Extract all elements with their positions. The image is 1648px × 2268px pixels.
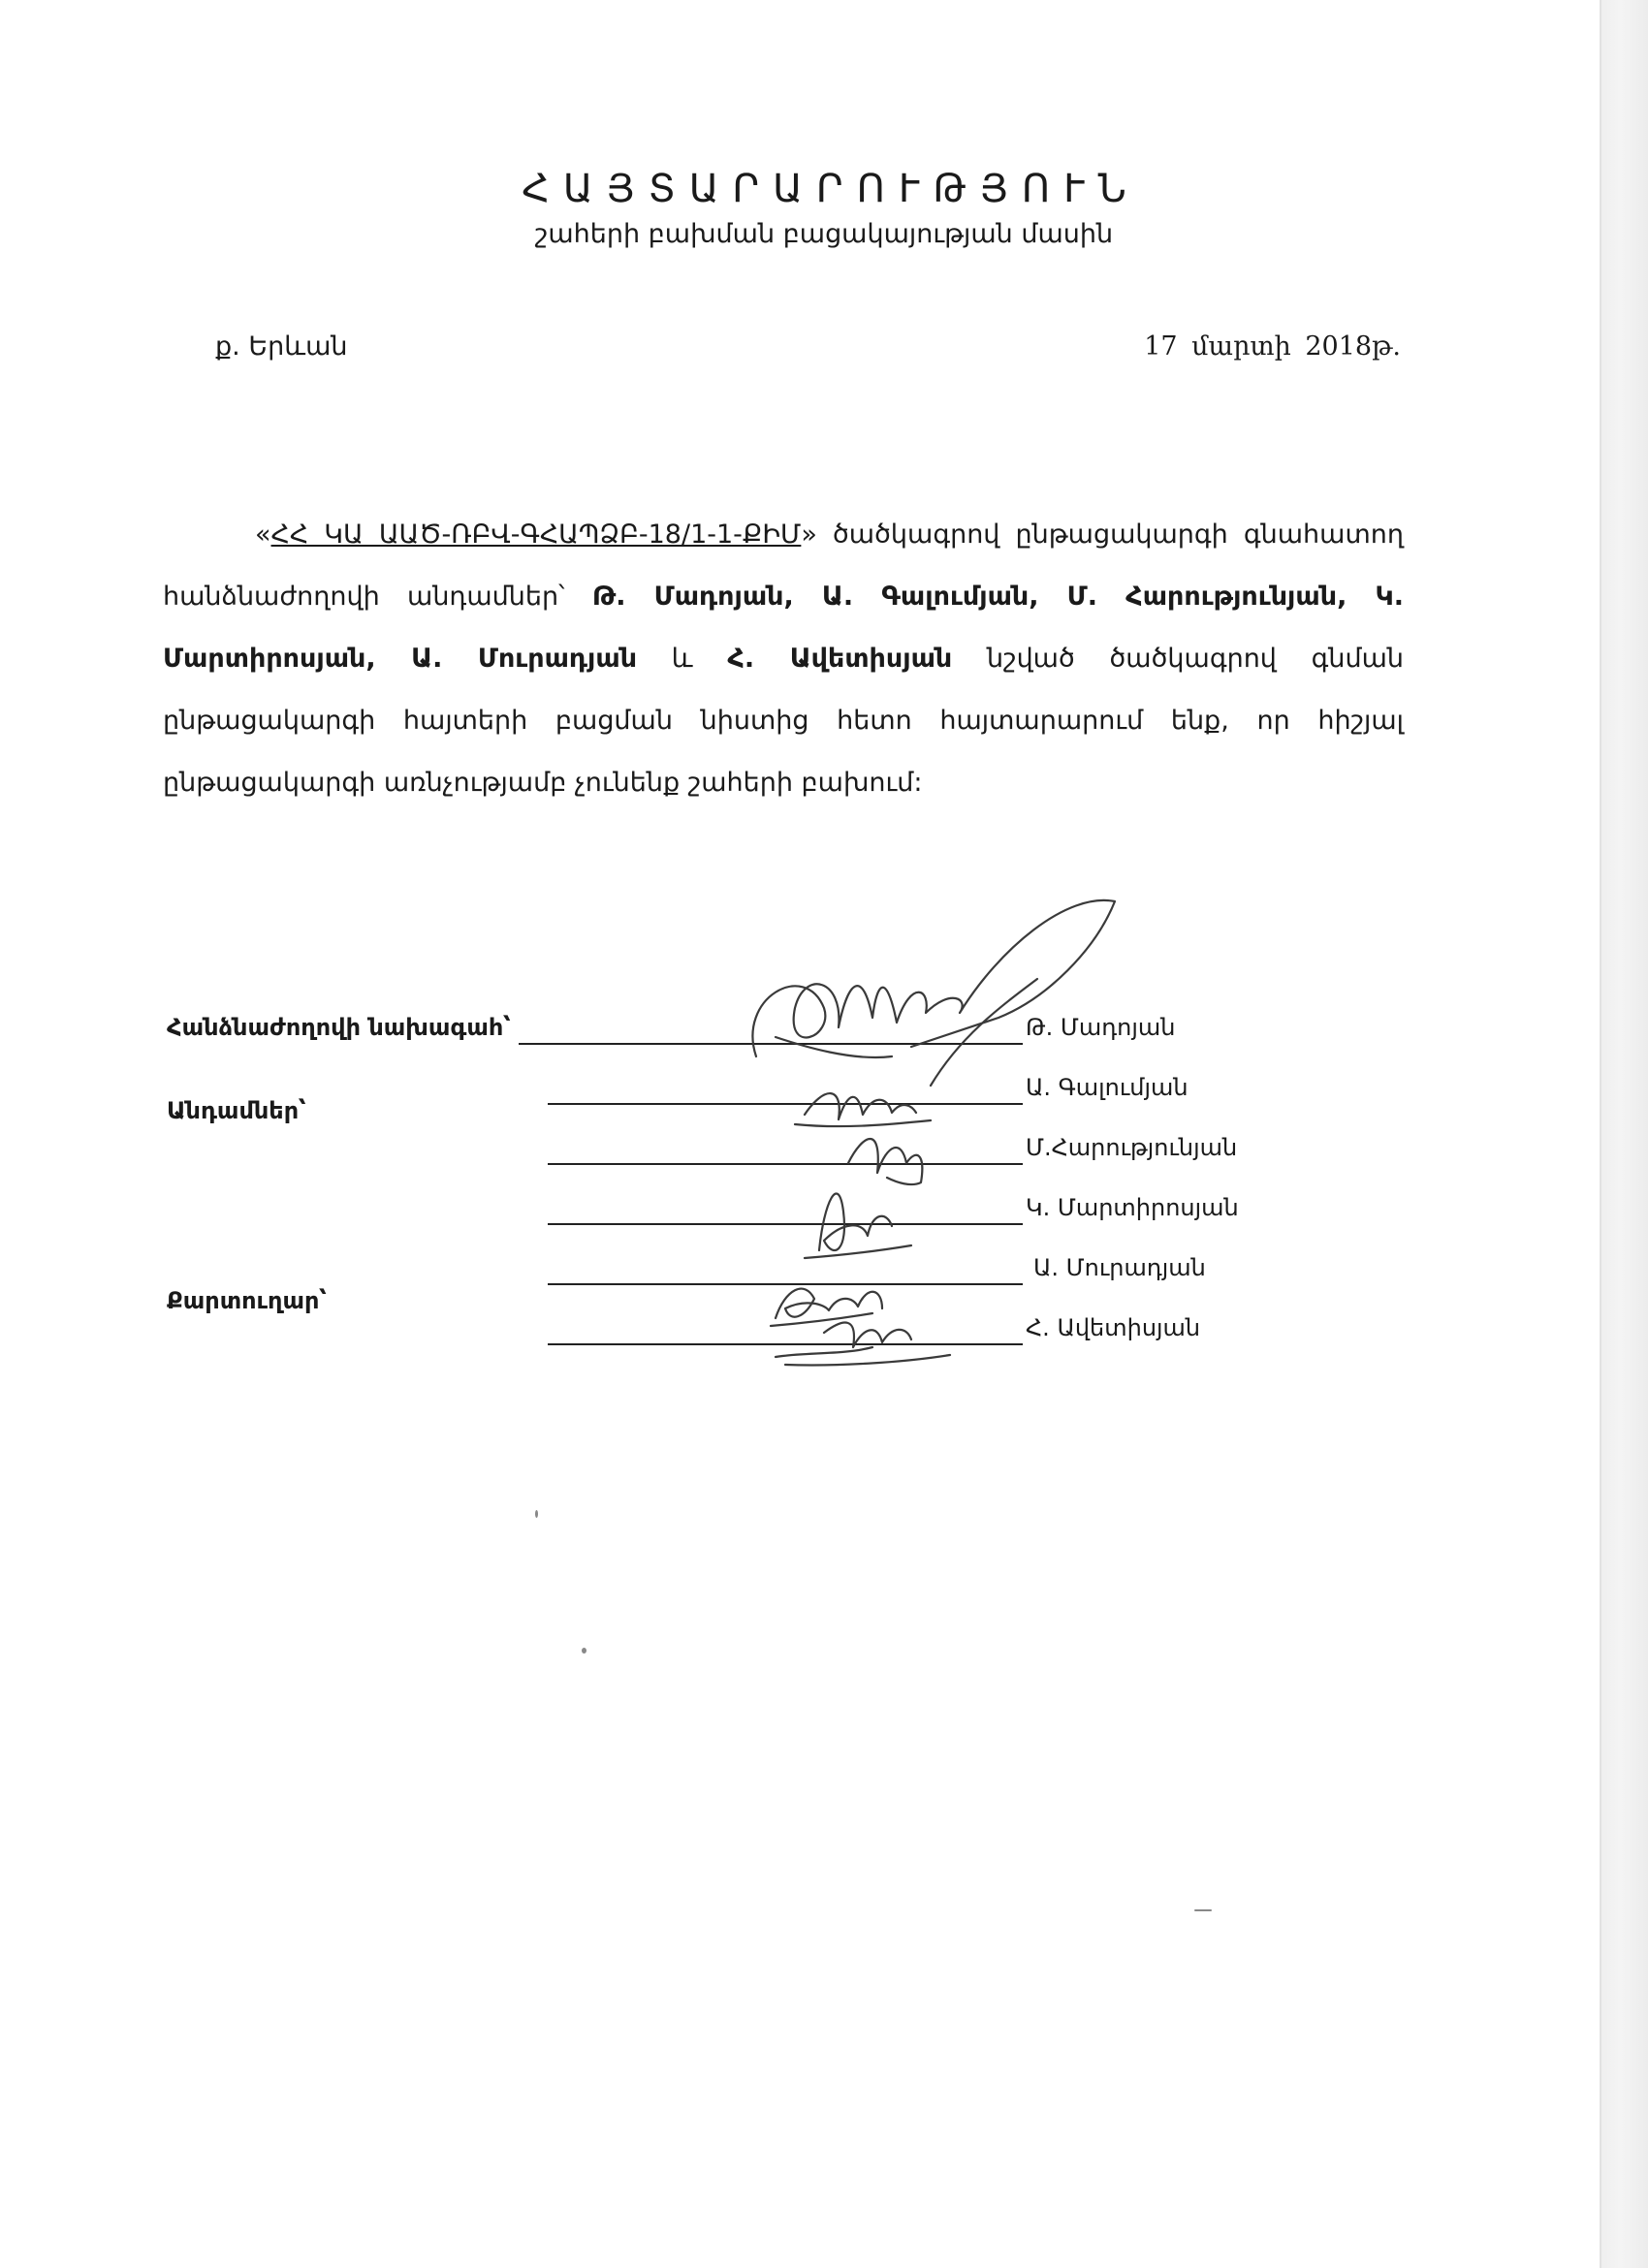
scan-speck <box>582 1648 586 1654</box>
quote-open: « <box>255 520 271 550</box>
signature-chair-stroke <box>931 979 1037 1086</box>
statement-part-1: » ծածկագրով ընթացակարգի գնահատող հանձնաժողովի անդամներ՝ <box>163 520 1404 612</box>
document-title: ՀԱՅՏԱՐԱՐՈՒԹՅՈՒՆ <box>522 167 1140 211</box>
scan-speck <box>1194 1909 1212 1911</box>
signature-chair <box>752 900 1115 1057</box>
signature-member-3 <box>805 1193 911 1258</box>
signer-name: Մ.Հարությունյան <box>1026 1134 1238 1161</box>
signer-name: Ա. Մուրադյան <box>1033 1254 1206 1281</box>
members-names: Թ. Մադոյան, Ա. Գալումյան, Մ. Հարությունյան, Կ. Մարտիրոսյան, Ա. Մուրադյան <box>163 582 1404 674</box>
date-label: 17 մարտի 2018թ. <box>1144 331 1401 362</box>
signature-secretary <box>776 1323 950 1366</box>
signature-member-4 <box>771 1289 882 1326</box>
signature-member-1 <box>795 1093 931 1126</box>
place-label: ք. Երևան <box>215 331 348 362</box>
and-word: և <box>637 644 728 674</box>
signer-name: Թ. Մադոյան <box>1026 1014 1176 1041</box>
signer-name: Կ. Մարտիրոսյան <box>1026 1194 1239 1221</box>
members-label: Անդամներ՝ <box>167 1097 306 1124</box>
procurement-code: ՀՀ ԿԱ ԱԱԾ-ՌԲՎ-ԳՀԱՊՁԲ-18/1-1-ՔԻՄ <box>270 520 802 550</box>
signer-name: Ա. Գալումյան <box>1026 1074 1188 1101</box>
signature-member-2 <box>848 1139 922 1184</box>
statement-part-2: նշված ծածկագրով գնման ընթացակարգի հայտերի բացման նիստից հետո հայտարարում ենք, որ հիշյալ ընթացակարգի առնչությամբ չունենք շահերի բախում: <box>163 644 1405 798</box>
signer-name: Հ. Ավետիսյան <box>1026 1314 1201 1341</box>
secretary-label: Քարտուղար՝ <box>167 1287 327 1314</box>
handwritten-signatures <box>679 892 1144 1367</box>
document-subtitle: շահերի բախման բացակայության մասին <box>534 219 1114 249</box>
chair-label: Հանձնաժողովի նախագահ՝ <box>167 1014 511 1041</box>
scan-speck <box>535 1510 538 1518</box>
statement-paragraph <box>163 504 1404 814</box>
last-member-name: Հ. Ավետիսյան <box>727 644 953 674</box>
